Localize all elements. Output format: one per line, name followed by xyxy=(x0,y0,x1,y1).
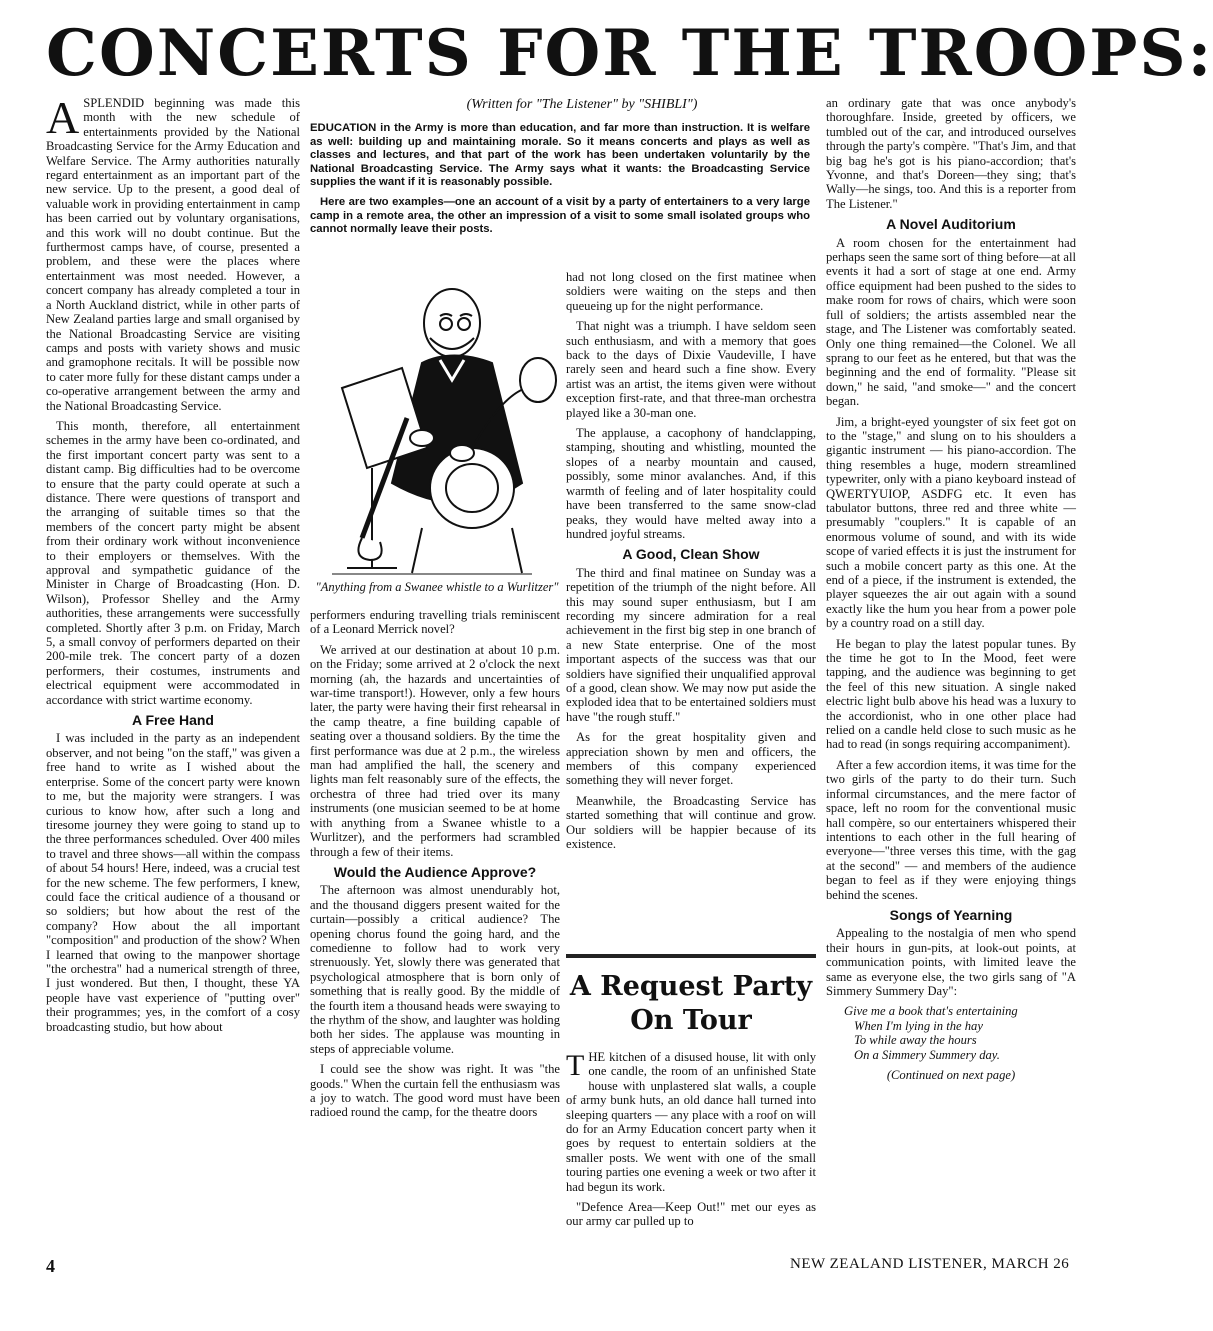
song-verse xyxy=(844,1004,1076,1062)
column-3-lower xyxy=(566,1050,816,1242)
col4-paragraph-2: A room chosen for the entertainment had perhaps seen the same sort of thing before—at all events it had a sort of stage at one end. Army office equipment had been pushed to the sides to make room for rows of chairs, which were soon full of soldiers; the artists assembled near the stage, and The Listener was comfortably seated. Only one thing remained—the Colonel. We all sprang to our feet as he entered, but that was the beginning and the end of formality. "Please sit down," he said, "and smoke—" and the concert began. xyxy=(826,235,1076,409)
continued-note: (Continued on next page) xyxy=(886,1068,1016,1082)
col3-paragraph-7-text: HE kitchen of a disused house, lit with only one candle, the room of an unfinished State house with unplastered slat walls, a couple of army bunk huts, an old dance hall turned into sleeping quarters — any place with a roof on will do for an Army Education concert party when it goes by request to entertain soldiers at the smaller posts. We went with one of the small touring parties one evening a week or two after it had begun its work. xyxy=(566,1050,816,1194)
column-1 xyxy=(46,92,300,1242)
subheading-songs-of-yearning: Songs of Yearning xyxy=(889,906,1013,923)
col3-paragraph-8: "Defence Area—Keep Out!" met our eyes as our army car pulled up to xyxy=(566,1200,816,1229)
col3-paragraph-3: The applause, a cacophony of handclapping, stamping, shouting and whistling, mounted the slopes of a nearby mountain and caused, possibly, some minor avalanches. And, if this warmth of feeling and of later hospitality could have been transferred to the same snow-clad peaks, they would have melted away into a hundred joyful streams. xyxy=(566,426,816,541)
col4-paragraph-5: After a few accordion items, it was time for the two girls of the party to do their turn. Such informal circumstances, and the mere factor of space, left no room for the conventional music hall compère, so our entertainers whispered their intentions to each other in the full hearing of everyone—"three verses this time, with the gag at the second" — and members of the audience began to feel as if they were enjoying things behind the scenes. xyxy=(826,757,1076,902)
subheading-audience-approve: Would the Audience Approve? xyxy=(333,863,537,880)
verse-line: On a Simmery Summery day. xyxy=(854,1047,1000,1062)
col3-paragraph-5: As for the great hospitality given and appreciation shown by men and officers, the members of this company experienced something they will never forget. xyxy=(566,730,816,788)
col1-paragraph-2: This month, therefore, all entertainment schemes in the army have been co-ordinated, and the first important concert party was sent to a distant camp. Big difficulties had to be overcome to ensure that the party could operate at such a distance. There were questions of transport and the arranging of suitable times so that the members of the concert party might be absent from their ordinary work without inconvenience to their employers or themselves. With the approval and sympathetic guidance of the Minister in Charge of Broadcasting (Hon. D. Wilson), Professor Shelley and the Army authorities, these arrangements were successfully completed. Shortly after 3 p.m. on Friday, March 5, a small convoy of performers departed on their 200-mile trek. The concert party of a dozen performers, their costumes, instruments and electrical equipment were accommodated in accordance with strict wartime economy. xyxy=(46,418,300,707)
verse-line: To while away the hours xyxy=(854,1033,977,1048)
col2-paragraph-1: performers enduring travelling trials reminiscent of a Leonard Merrick novel? xyxy=(310,608,560,637)
verse-line: When I'm lying in the hay xyxy=(854,1018,983,1033)
col1-paragraph-3: I was included in the party as an independent observer, and not being "on the staff," was given a free hand to write as I wished about the enterprise. Some of the concert party were known to me, but the majority were strangers. I was curious to know how, after such a long and tiresome journey they were going to stand up to the three performances scheduled. Over 400 miles to travel and three shows—all within the compass of about 54 hours! Here, indeed, was a crucial test for the new scheme. The few performers, I knew, could face the critical audience of a thousand or so soldiers; but how about the rest of the company? How about the all important "composition" and production of the show? When I learned that owing to the manpower shortage "the orchestra" had a numerical strength of three, I just wondered. But then, I thought, these YA people have vast experience of "putting over" their programmes; yes, in the comfort of a cosy broadcasting studio, but how about xyxy=(46,731,300,1034)
col3-paragraph-1: had not long closed on the first matinee when soldiers were waiting on the steps and then queueing up for the night performance. xyxy=(566,270,816,313)
col1-paragraph-1 xyxy=(46,92,300,413)
section-rule xyxy=(566,954,816,958)
col4-paragraph-4: He began to play the latest popular tunes. By the time he got to In the Mood, feet were tapping, and the audience was beginning to get the feel of this new situation. A single naked electric light bulb above his head was a luxury to the accordionist, who in one other place had relied on a candle held close to such music as he had to read (in songs requiring accompaniment). xyxy=(826,636,1076,752)
column-3 xyxy=(566,270,816,948)
publication-footer: NEW ZEALAND LISTENER, MARCH 26 xyxy=(790,1256,1070,1272)
col2-paragraph-4: I could see the show was right. It was "the goods." When the curtain fell the enthusiasm was a joy to watch. The good word must have been radioed round the camp, for the theatre doors xyxy=(310,1062,560,1120)
illustration-caption: "Anything from a Swanee whistle to a Wurlitzer" xyxy=(315,580,559,594)
col3-paragraph-2: That night was a triumph. I have seldom seen such enthusiasm, and with a memory that goes back to the days of Dixie Vaudeville, I have rarely seen and heard such a fine show. Every artist was an artist, the items given were without exception first-rate, and that three-man orchestra played like a 30-man one. xyxy=(566,319,816,420)
subheading-clean-show: A Good, Clean Show xyxy=(622,546,760,563)
dropcap-t: T xyxy=(566,1049,585,1082)
col2-paragraph-2: We arrived at our destination at about 10 p.m. on the Friday; some arrived at 2 o'clock the next morning (ah, the hazards and uncertainties of war-time transport!). However, only a few hours later, the party were having their first rehearsal in the camp theatre, a fine building capable of seating over a thousand soldiers. By the time the first performance was due at 2 p.m., the wireless man had amplified the hall, the scenery and lights man felt reasonably sure of the effects, the orchestra of three had tried over its many instruments (one musician seemed to be at home with anything from a Swanee whistle to a Wurlitzer), and the performers had scrambled through a few of their items. xyxy=(310,642,560,859)
byline: (Written for "The Listener" by "SHIBLI") xyxy=(466,97,698,112)
col4-paragraph-6: Appealing to the nostalgia of men who spend their hours in gun-pits, at look-out points, at communication points, with limited leave the same as everyone else, the two girls sang of "A Simmery Summery Day": xyxy=(826,926,1076,998)
subheading-free-hand: A Free Hand xyxy=(132,712,214,729)
col3-paragraph-4: The third and final matinee on Sunday was a repetition of the triumph of the night before. All this may sound super enthusiasm, but I am recording my sincere admiration for a real achievement in the first big step in one branch of a new State enterprise. One of the most important aspects of the success was that our soldiers have signified their unqualified approval of a good, clean show. We may now put aside the exploded idea that to be entertained soldiers must have "the rough stuff." xyxy=(566,565,816,724)
verse-line: Give me a book that's entertaining xyxy=(844,1004,1018,1019)
col1-paragraph-1-text: SPLENDID beginning was made this month with the new schedule of entertainments provided by the National Broadcasting Service for the Army Education and Welfare Service. The Army authorities naturally regard entertainment as an important part of the new service. Up to the present, a good deal of valuable work in providing entertainment in camp has been carried out by voluntary organisations, and this work will no doubt continue. But the furthermost camps have, of course, presented a problem, and these were the places where entertainment was most needed. However, a concert company has already completed a tour in a North Auckland district, while in other parts of New Zealand parties large and small organised by the National Broadcasting Service are visiting camps and posts with variety shows and music and gramophone recitals. It will be possible now to cater more fully for these distant camps under a co-operative arrangement between the army and the National Broadcasting Service. xyxy=(46,96,300,413)
col4-paragraph-1: an ordinary gate that was once anybody's thoroughfare. Inside, greeted by officers, we tumbled out of the car, and introduced ourselves through the party's compère. "That's Jim, and that big bag he's got is his piano-accordion; that's Yvonne, and that's Doreen—they sing; that's Wally—he sings, too. And this is a reporter from The Listener." xyxy=(826,96,1076,211)
col3-paragraph-6: Meanwhile, the Broadcasting Service has started something that will continue and grow. Our soldiers will be happier because of its existence. xyxy=(566,793,816,852)
masthead-title: CONCERTS FOR THE TROOPS: xyxy=(46,16,1213,91)
page-number: 4 xyxy=(46,1256,55,1276)
subheading-novel-auditorium: A Novel Auditorium xyxy=(886,216,1016,233)
dropcap-a: A xyxy=(46,92,80,143)
col2-paragraph-3: The afternoon was almost unendurably hot, and the thousand diggers present waited for the curtain—possibly a critical audience? The opening chorus found the going hard, and the comedienne to follow had to work very strenuously. Yet, slowly there was generated that psychological atmosphere that is born only of something that is really good. By the middle of the fourth item a thousand heads were swaying to the rhythm of the show, and laughter was holding both her sides. The applause was mounting in steps of appreciable volume. xyxy=(310,883,560,1056)
col3-paragraph-7 xyxy=(566,1050,816,1194)
column-2 xyxy=(310,608,560,1242)
musician-illustration xyxy=(312,268,560,578)
column-4 xyxy=(826,96,1076,1242)
intro-box xyxy=(310,122,810,262)
intro-paragraph-2: Here are two examples—one an account of a visit by a party of entertainers to a very large camp in a remote area, the other an impression of a visit to some small isolated groups who cannot normally leave their posts. xyxy=(310,195,810,236)
col4-paragraph-3: Jim, a bright-eyed youngster of six feet got on to the "stage," and slung on to his shoulders a gigantic instrument — his piano-accordion. The thing resembles a huge, modern streamlined typewriter, only with a piano keyboard instead of QWERTYUIOP, ASDFG etc. It even has tabulator buttons, three red and three white — presumably "couplers." It is capable of an enormous volume of sound, and with its wide scope of varied effects it is just the instrument for such a mobile concert party as this one. At the end of a piece, if the instrument is extended, the player squeezes the air out again with a sound exactly like the hum you hear from a power pole by a country road on a still day. xyxy=(826,414,1076,631)
request-party-headline: A Request Party On Tour xyxy=(569,971,813,1036)
intro-paragraph-1: EDUCATION in the Army is more than education, and far more than instruction. It is welfare as well: building up and maintaining morale. So it means concerts and plays as well as classes and lectures, and that part of the work has been undertaken voluntarily by the National Broadcasting Service. The Army says what it wants: the Broadcasting Service supplies the want if it is reasonably possible. xyxy=(310,122,810,189)
